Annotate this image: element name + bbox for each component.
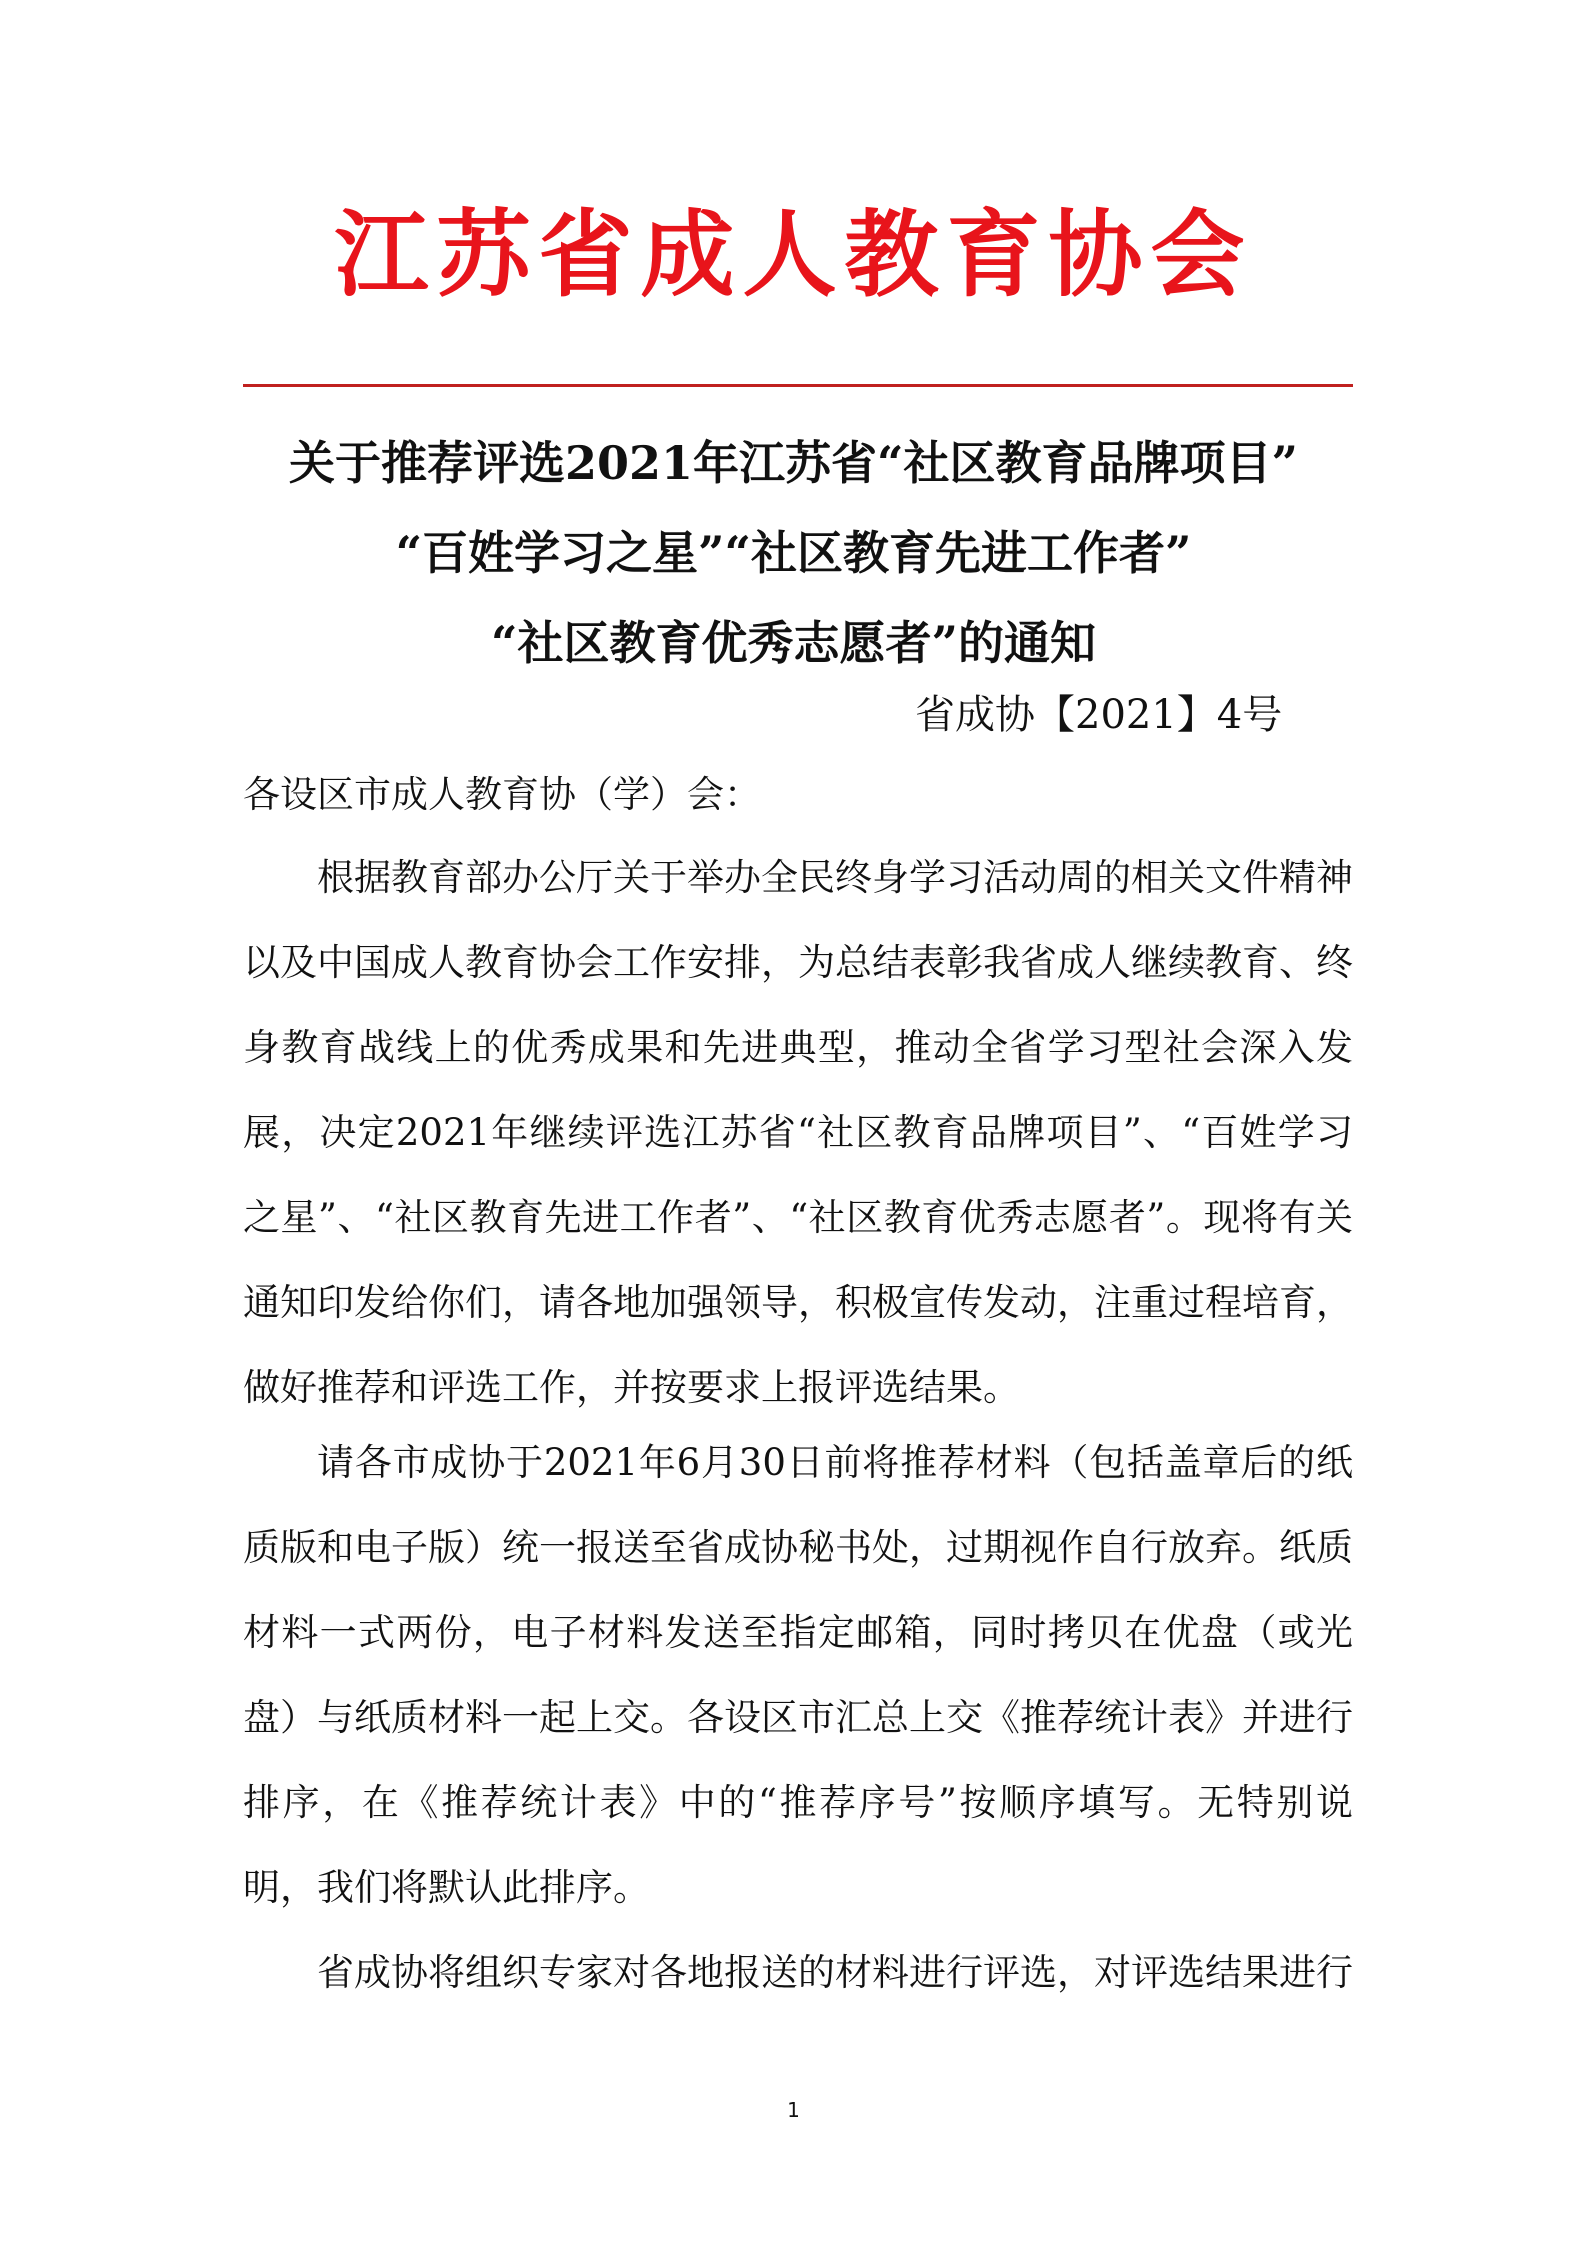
organization-letterhead: 江苏省成人教育协会 [334, 200, 1253, 310]
title-line-3: “社区教育优秀志愿者”的通知 [491, 616, 1096, 670]
page-number: 1 [787, 2098, 800, 2122]
salutation: 各设区市成人教育协（学）会： [243, 773, 761, 816]
letterhead-divider [243, 384, 1353, 387]
title-line-1: 关于推荐评选2021年江苏省“社区教育品牌项目” [289, 436, 1298, 490]
document-title [0, 418, 1587, 688]
body-paragraph-3: 省成协将组织专家对各地报送的材料进行评选，对评选结果进行 [317, 1951, 1353, 1994]
document-number: 省成协【2021】4号 [915, 692, 1283, 738]
title-line-2: “百姓学习之星”“社区教育先进工作者” [395, 526, 1192, 580]
body-paragraph-2: 请各市成协于2021年6月30日前将推荐材料（包括盖章后的纸质版和电子版）统一报送至省成协秘书处，过期视作自行放弃。纸质材料一式两份，电子材料发送至指定邮箱，同时拷贝在优盘（或光盘）与纸质材料一起上交。各设区市汇总上交《推荐统计表》并进行排序，在《推荐统计表》中的“推荐序号”按顺序填写。无特别说明，我们将默认此排序。 [243, 1441, 1353, 1909]
body-paragraph-1: 根据教育部办公厅关于举办全民终身学习活动周的相关文件精神以及中国成人教育协会工作安排，为总结表彰我省成人继续教育、终身教育战线上的优秀成果和先进典型，推动全省学习型社会深入发展，决定2021年继续评选江苏省“社区教育品牌项目”、“百姓学习之星”、“社区教育先进工作者”、“社区教育优秀志愿者”。现将有关通知印发给你们，请各地加强领导，积极宣传发动，注重过程培育，做好推荐和评选工作，并按要求上报评选结果。 [243, 856, 1353, 1409]
